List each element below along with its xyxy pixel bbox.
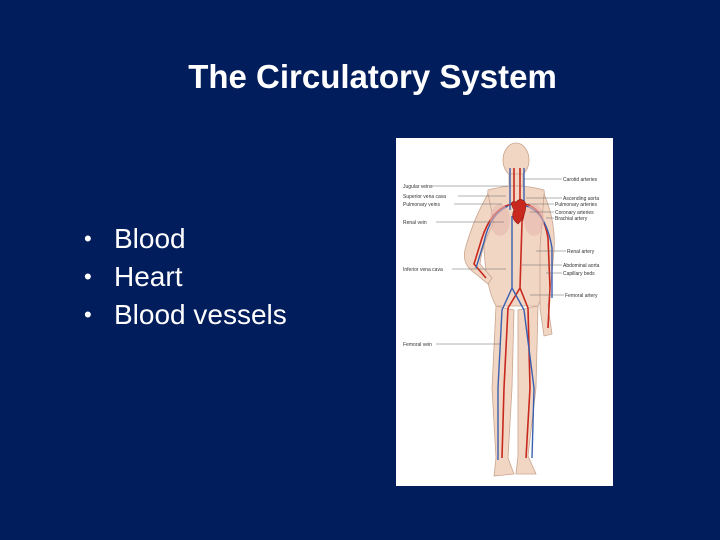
label-renal-vein: Renal vein xyxy=(403,220,427,226)
label-jugular-veins: Jugular veins xyxy=(403,184,433,190)
label-ascending-aorta: Ascending aorta xyxy=(563,196,600,202)
slide-title: The Circulatory System xyxy=(188,58,557,95)
circulatory-illustration xyxy=(396,138,613,486)
bullet-text: Heart xyxy=(114,261,183,292)
bullet-item xyxy=(84,296,287,334)
bullet-dot: • xyxy=(84,302,92,327)
label-femoral-artery: Femoral artery xyxy=(565,293,598,299)
bullet-dot: • xyxy=(84,264,92,289)
bullet-text: Blood vessels xyxy=(114,299,287,330)
bullet-dot: • xyxy=(84,226,92,251)
label-renal-artery: Renal artery xyxy=(567,249,595,255)
label-femoral-vein: Femoral vein xyxy=(403,342,432,348)
bullet-item xyxy=(84,220,287,258)
bullet-item xyxy=(84,258,287,296)
label-abdominal-aorta: Abdominal aorta xyxy=(563,263,600,269)
bullet-text: Blood xyxy=(114,223,186,254)
label-carotid-arteries: Carotid arteries xyxy=(563,177,598,183)
circulatory-figure xyxy=(396,138,613,486)
label-superior-vena-cava: Superior vena cava xyxy=(403,194,447,200)
bullet-list xyxy=(84,220,287,334)
right-labels xyxy=(555,177,600,299)
label-pulmonary-arteries: Pulmonary arteries xyxy=(555,202,597,208)
left-labels xyxy=(403,184,446,348)
label-inferior-vena-cava: Inferior vena cava xyxy=(403,267,443,273)
label-capillary-beds: Capillary beds xyxy=(563,271,595,277)
label-coronary-arteries: Coronary arteries xyxy=(555,210,594,216)
label-pulmonary-veins: Pulmonary veins xyxy=(403,202,440,208)
label-brachial-artery: Brachial artery xyxy=(555,216,588,222)
